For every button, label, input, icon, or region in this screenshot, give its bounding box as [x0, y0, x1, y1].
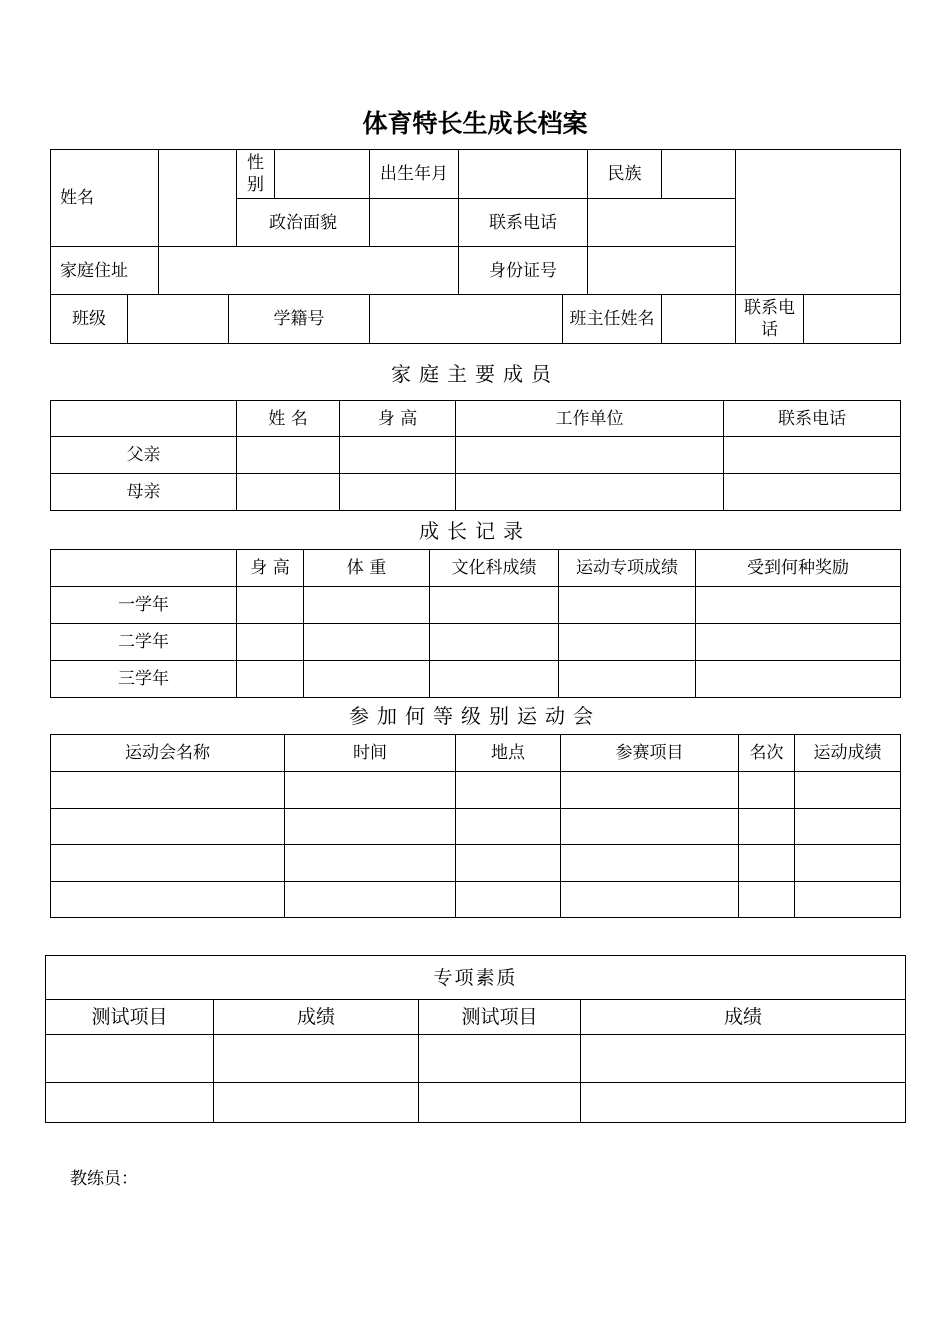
table-cell[interactable]	[340, 437, 456, 474]
meets-header-time: 时间	[285, 735, 456, 772]
class-label: 班级	[51, 295, 128, 344]
gender-label-line2: 别	[247, 175, 264, 195]
table-cell[interactable]	[237, 624, 304, 661]
special-header-score-1: 成绩	[214, 1000, 419, 1035]
special-heading: 专项素质	[46, 956, 906, 1000]
table-cell[interactable]	[559, 624, 696, 661]
address-value-cell[interactable]	[159, 247, 459, 295]
table-cell[interactable]	[46, 1035, 214, 1083]
table-cell[interactable]	[456, 845, 561, 882]
family-header-height: 身 高	[340, 401, 456, 437]
table-cell[interactable]	[51, 882, 285, 918]
table-cell[interactable]	[214, 1035, 419, 1083]
family-row-mother-label: 母亲	[51, 474, 237, 511]
table-row	[51, 624, 901, 661]
table-cell[interactable]	[285, 845, 456, 882]
table-cell[interactable]	[456, 882, 561, 918]
coach-label: 教练员：	[70, 1169, 138, 1189]
sports-meets-table	[50, 734, 901, 918]
table-row	[51, 809, 901, 845]
table-cell[interactable]	[340, 474, 456, 511]
table-row	[51, 882, 901, 918]
family-header-phone: 联系电话	[724, 401, 901, 437]
table-row	[51, 845, 901, 882]
table-cell[interactable]	[561, 772, 739, 809]
page-title: 体育特长生成长档案	[362, 109, 588, 138]
growth-header-awards: 受到何种奖励	[696, 550, 901, 587]
growth-table	[50, 549, 901, 698]
address-label: 家庭住址	[51, 247, 159, 295]
meets-header-result: 运动成绩	[795, 735, 901, 772]
growth-heading: 成长记录	[419, 519, 531, 543]
growth-row-year3-label: 三学年	[51, 661, 237, 698]
special-header-score-2: 成绩	[581, 1000, 906, 1035]
political-value-cell[interactable]	[370, 199, 459, 247]
table-cell[interactable]	[724, 474, 901, 511]
table-cell[interactable]	[795, 809, 901, 845]
table-cell[interactable]	[456, 772, 561, 809]
table-cell[interactable]	[696, 661, 901, 698]
table-cell[interactable]	[51, 772, 285, 809]
growth-header-height: 身 高	[237, 550, 304, 587]
birth-value-cell[interactable]	[459, 150, 588, 199]
political-label: 政治面貌	[237, 199, 370, 247]
table-cell[interactable]	[214, 1083, 419, 1123]
ethnicity-label: 民族	[588, 150, 662, 199]
table-cell[interactable]	[430, 587, 559, 624]
growth-row-year1-label: 一学年	[51, 587, 237, 624]
teacher-phone-value-cell[interactable]	[804, 295, 901, 344]
birth-label: 出生年月	[370, 150, 459, 199]
growth-header-academic: 文化科成绩	[430, 550, 559, 587]
table-cell[interactable]	[304, 624, 430, 661]
table-cell[interactable]	[285, 882, 456, 918]
teacher-phone-label: 联系电话	[736, 295, 804, 344]
table-row	[51, 474, 901, 511]
gender-label-line1: 性	[247, 153, 264, 173]
table-cell[interactable]	[696, 624, 901, 661]
id-value-cell[interactable]	[588, 247, 736, 295]
growth-header-sport-score: 运动专项成绩	[559, 550, 696, 587]
table-cell[interactable]	[795, 845, 901, 882]
table-cell[interactable]	[559, 587, 696, 624]
table-cell[interactable]	[739, 845, 795, 882]
table-cell[interactable]	[739, 809, 795, 845]
table-cell[interactable]	[561, 809, 739, 845]
table-row	[51, 661, 901, 698]
table-cell[interactable]	[456, 809, 561, 845]
table-cell[interactable]	[285, 772, 456, 809]
gender-value-cell[interactable]	[275, 150, 370, 199]
table-cell[interactable]	[51, 809, 285, 845]
student-no-value-cell[interactable]	[370, 295, 563, 344]
table-cell[interactable]	[456, 474, 724, 511]
student-no-label: 学籍号	[229, 295, 370, 344]
teacher-value-cell[interactable]	[662, 295, 736, 344]
family-header-name: 姓 名	[237, 401, 340, 437]
growth-header-weight: 体 重	[304, 550, 430, 587]
table-row	[51, 587, 901, 624]
meets-header-event: 参赛项目	[561, 735, 739, 772]
table-cell[interactable]	[561, 882, 739, 918]
table-cell[interactable]	[795, 772, 901, 809]
teacher-label: 班主任姓名	[563, 295, 662, 344]
class-value-cell[interactable]	[128, 295, 229, 344]
sports-meets-heading: 参加何等级别运动会	[349, 704, 601, 728]
table-cell[interactable]	[559, 661, 696, 698]
basic-info-table	[50, 149, 901, 344]
table-cell[interactable]	[739, 882, 795, 918]
family-row-father-label: 父亲	[51, 437, 237, 474]
table-cell[interactable]	[561, 845, 739, 882]
table-cell[interactable]	[456, 437, 724, 474]
id-label: 身份证号	[459, 247, 588, 295]
meets-header-name: 运动会名称	[51, 735, 285, 772]
growth-header-blank	[51, 550, 237, 587]
table-cell[interactable]	[46, 1083, 214, 1123]
family-header-blank	[51, 401, 237, 437]
table-cell[interactable]	[430, 661, 559, 698]
family-heading: 家庭主要成员	[391, 362, 559, 386]
table-cell[interactable]	[419, 1035, 581, 1083]
phone-label: 联系电话	[459, 199, 588, 247]
table-cell[interactable]	[696, 587, 901, 624]
table-row	[51, 437, 901, 474]
table-cell[interactable]	[237, 474, 340, 511]
table-cell[interactable]	[739, 772, 795, 809]
table-cell[interactable]	[430, 624, 559, 661]
special-table	[45, 955, 906, 1123]
table-cell[interactable]	[795, 882, 901, 918]
table-cell[interactable]	[304, 661, 430, 698]
table-cell[interactable]	[304, 587, 430, 624]
meets-header-location: 地点	[456, 735, 561, 772]
special-header-test-2: 测试项目	[419, 1000, 581, 1035]
name-label: 姓名	[51, 150, 159, 247]
gender-label	[237, 150, 275, 199]
table-row	[46, 1083, 906, 1123]
photo-cell[interactable]	[736, 150, 901, 295]
phone-value-cell[interactable]	[588, 199, 736, 247]
table-cell[interactable]	[237, 437, 340, 474]
meets-header-rank: 名次	[739, 735, 795, 772]
ethnicity-value-cell[interactable]	[662, 150, 736, 199]
table-cell[interactable]	[285, 809, 456, 845]
table-cell[interactable]	[581, 1035, 906, 1083]
table-row	[51, 772, 901, 809]
table-cell[interactable]	[237, 587, 304, 624]
table-row	[46, 1035, 906, 1083]
family-header-workplace: 工作单位	[456, 401, 724, 437]
family-table	[50, 400, 901, 511]
table-cell[interactable]	[581, 1083, 906, 1123]
growth-row-year2-label: 二学年	[51, 624, 237, 661]
table-cell[interactable]	[419, 1083, 581, 1123]
table-cell[interactable]	[237, 661, 304, 698]
table-cell[interactable]	[51, 845, 285, 882]
special-header-test-1: 测试项目	[46, 1000, 214, 1035]
table-cell[interactable]	[724, 437, 901, 474]
name-value-cell[interactable]	[159, 150, 237, 247]
